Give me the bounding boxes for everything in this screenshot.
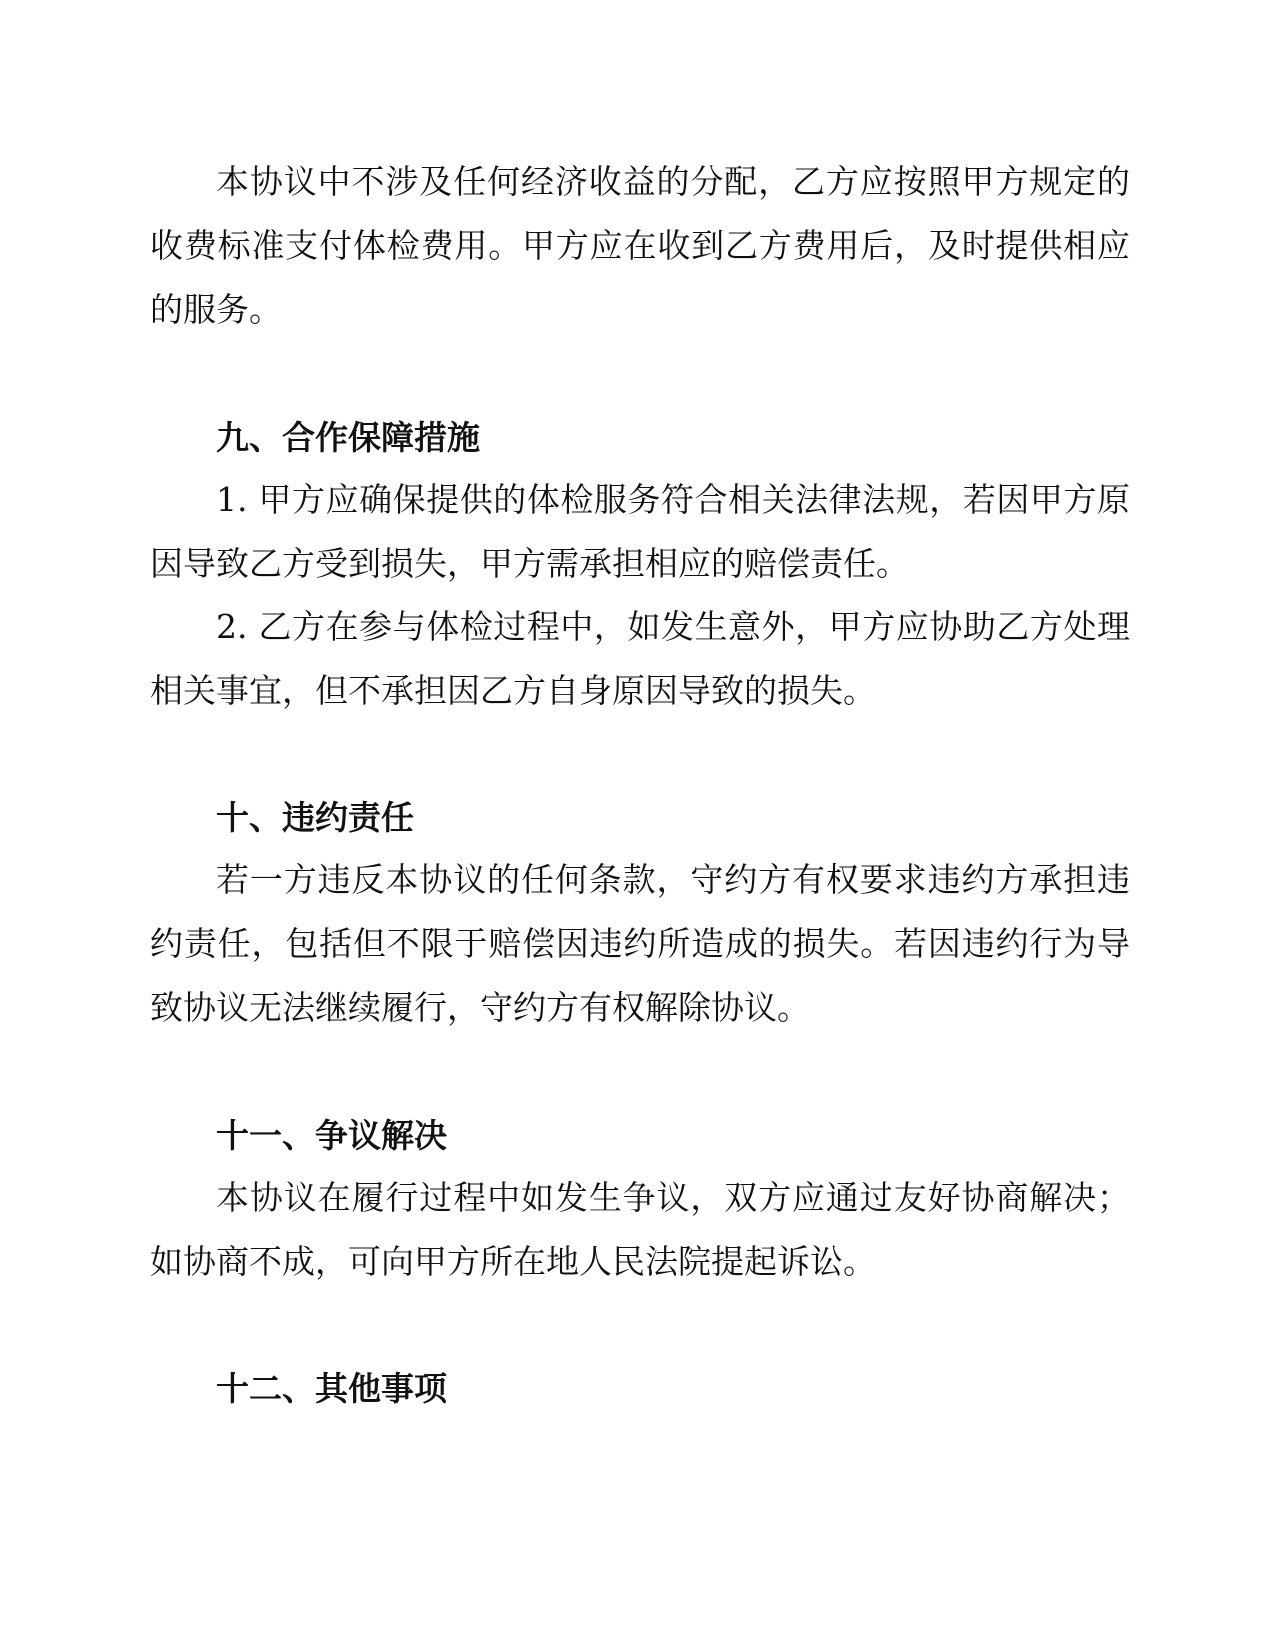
section-heading-12: 十二、其他事项 (216, 1369, 447, 1408)
section-heading-10: 十、违约责任 (216, 798, 414, 837)
body-paragraph: 本协议中不涉及任何经济收益的分配，乙方应按照甲方规定的收费标准支付体检费用。甲方应在收到乙方费用后，及时提供相应的服务。 (150, 162, 1130, 329)
body-paragraph: 2. 乙方在参与体检过程中，如发生意外，甲方应协助乙方处理相关事宜，但不承担因乙方自身原因导致的损失。 (150, 607, 1130, 710)
body-paragraph: 若一方违反本协议的任何条款，守约方有权要求违约方承担违约责任，包括但不限于赔偿因违约所造成的损失。若因违约行为导致协议无法继续履行，守约方有权解除协议。 (150, 860, 1130, 1027)
section-heading-9: 九、合作保障措施 (216, 418, 480, 457)
body-paragraph: 1. 甲方应确保提供的体检服务符合相关法律法规，若因甲方原因导致乙方受到损失，甲方需承担相应的赔偿责任。 (150, 480, 1130, 583)
section-heading-11: 十一、争议解决 (216, 1116, 447, 1155)
body-paragraph: 本协议在履行过程中如发生争议，双方应通过友好协商解决；如协商不成，可向甲方所在地人民法院提起诉讼。 (150, 1178, 1130, 1281)
